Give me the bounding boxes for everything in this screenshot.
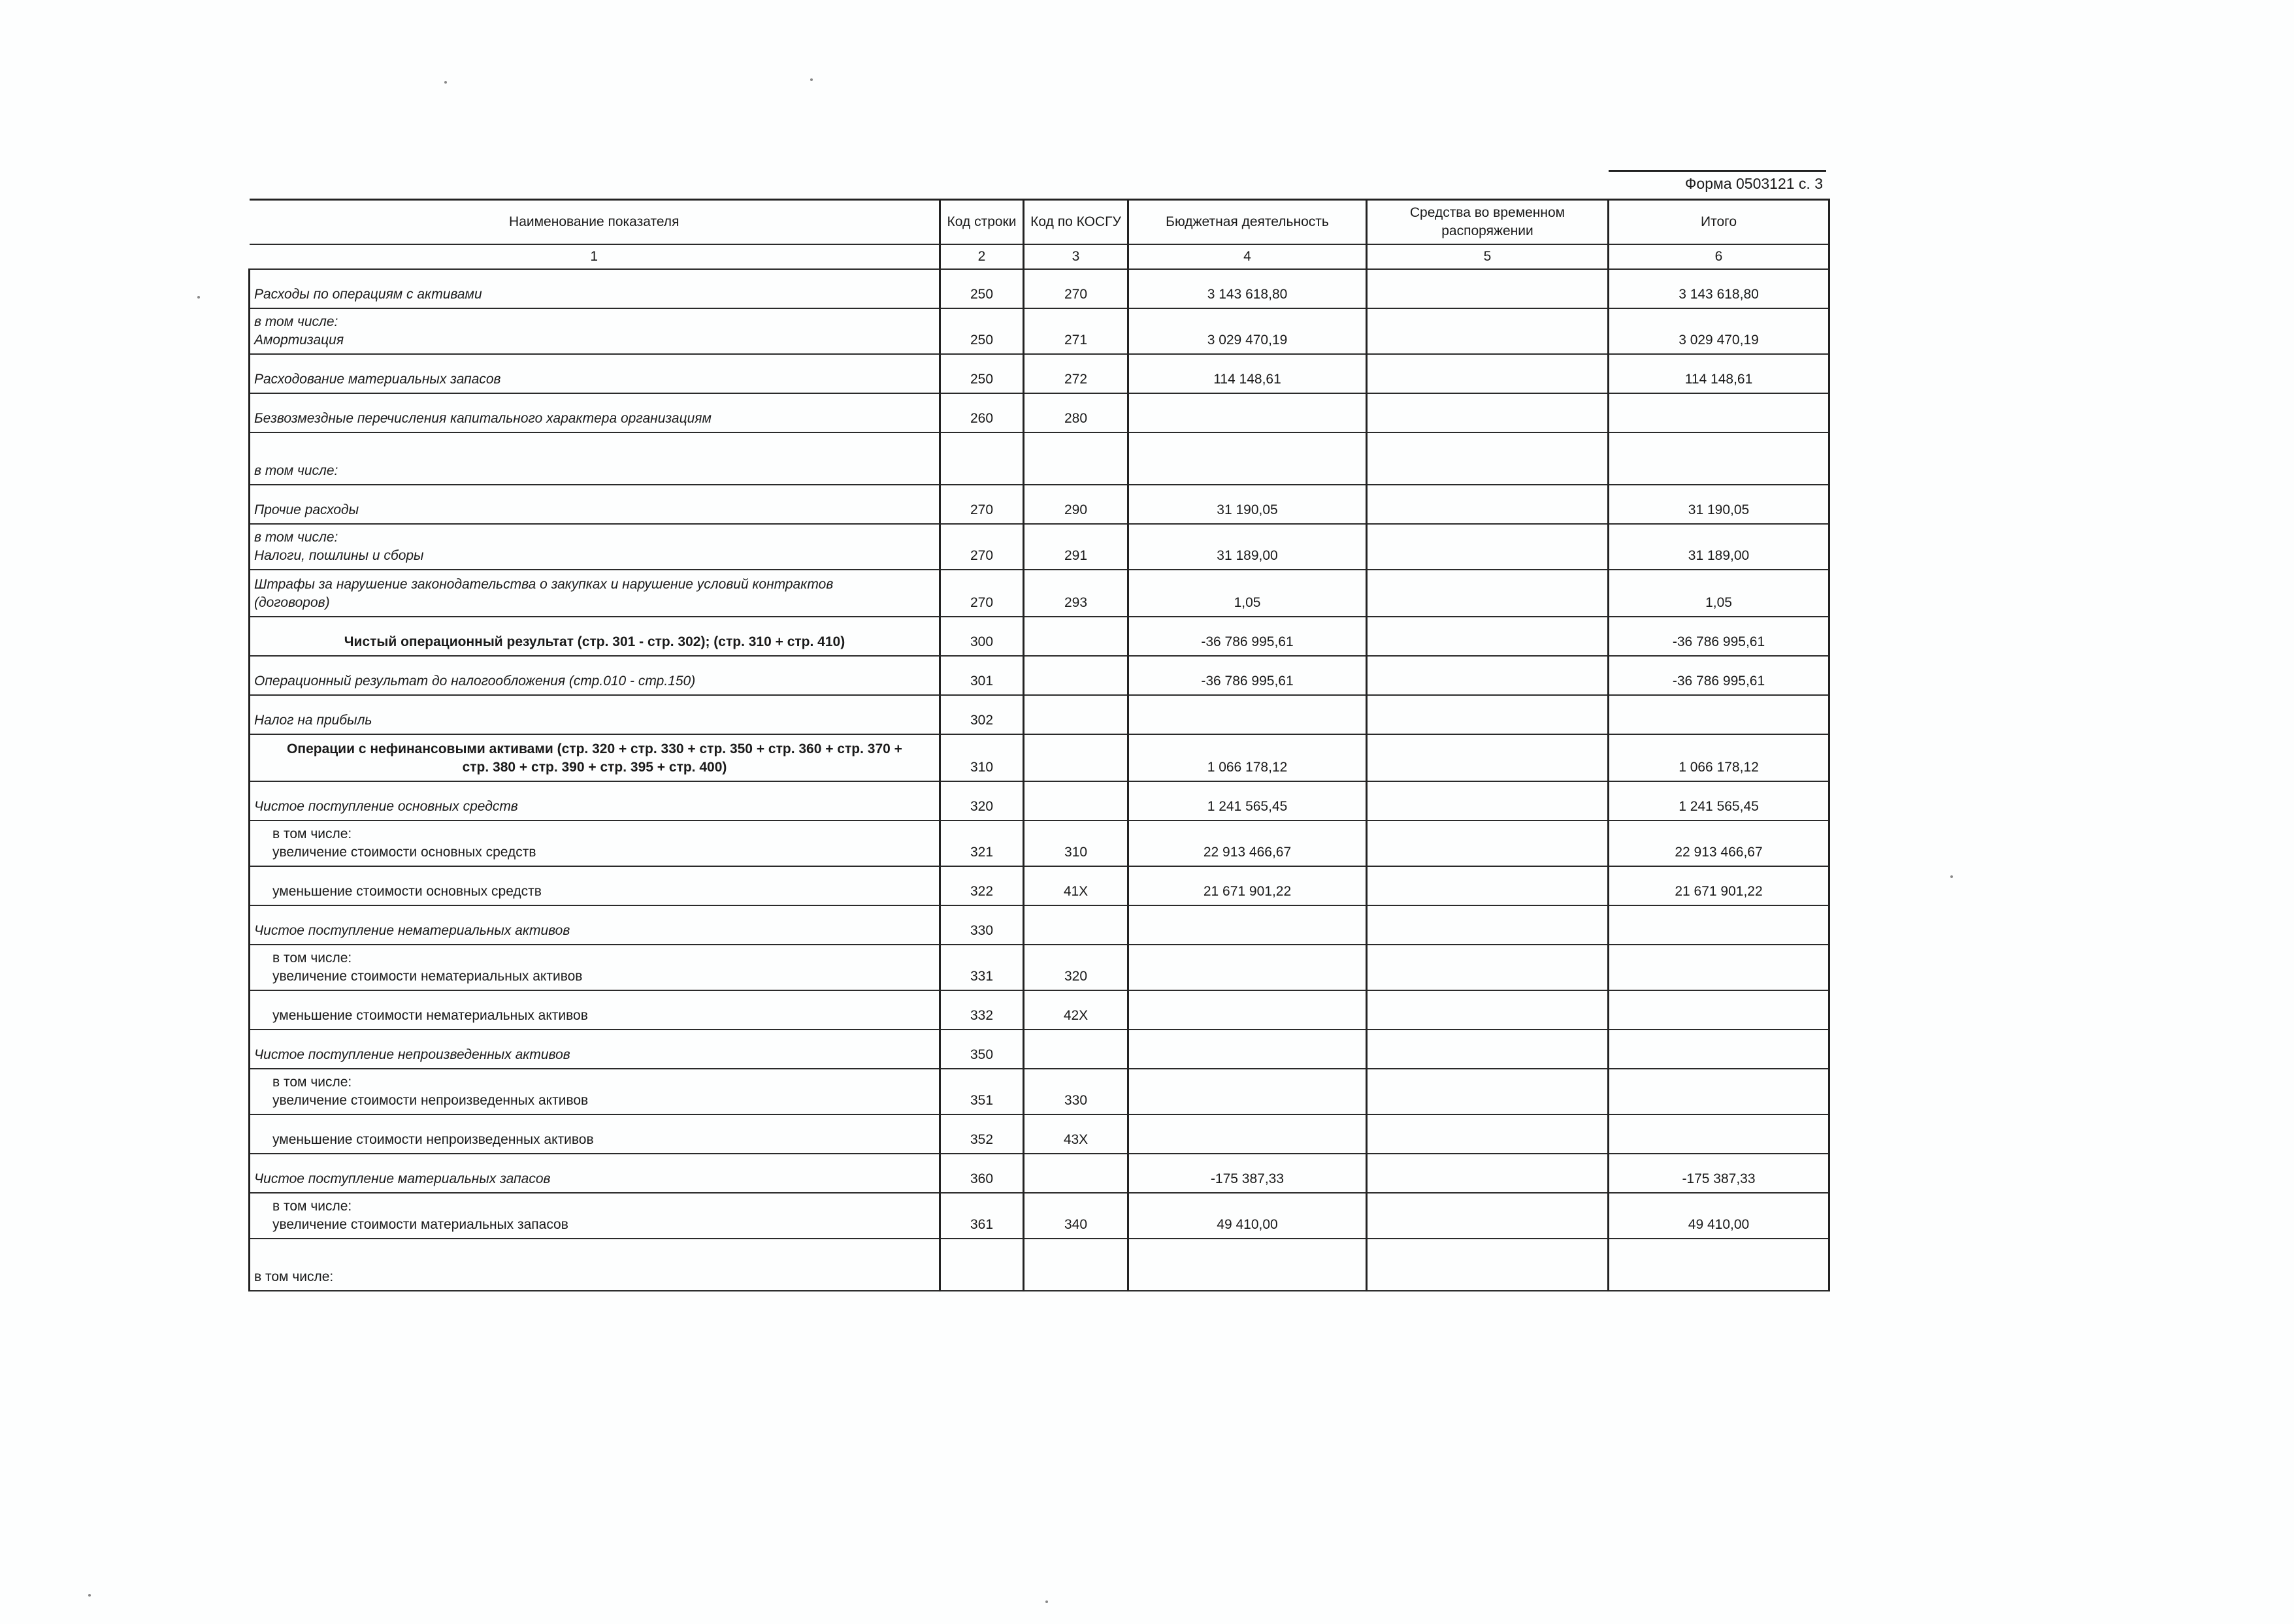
indicator-name: увеличение стоимости непроизведенных активов bbox=[272, 1093, 589, 1108]
kosgu-cell: 280 bbox=[1024, 393, 1128, 432]
indicator-cell bbox=[250, 1193, 940, 1239]
indicator-cell bbox=[250, 485, 940, 524]
line-code-cell: 270 bbox=[940, 570, 1024, 617]
total-amount-cell: 1 241 565,45 bbox=[1609, 781, 1829, 820]
header-indicator: Наименование показателя bbox=[250, 200, 940, 245]
table-row bbox=[250, 781, 1829, 820]
table-row bbox=[250, 269, 1829, 308]
indicator-name: Безвозмездные перечисления капитального характера организациям bbox=[254, 411, 712, 426]
indicator-prefix: в том числе: bbox=[254, 1269, 334, 1284]
temporary-funds-cell bbox=[1367, 570, 1609, 617]
temporary-funds-cell bbox=[1367, 432, 1609, 485]
kosgu-cell bbox=[1024, 781, 1128, 820]
header-temporary-funds: Средства во временном распоряжении bbox=[1367, 200, 1609, 245]
indicator-prefix: в том числе: bbox=[272, 950, 352, 966]
scan-speck bbox=[1950, 875, 1953, 878]
kosgu-cell: 293 bbox=[1024, 570, 1128, 617]
temporary-funds-cell bbox=[1367, 1114, 1609, 1154]
temporary-funds-cell bbox=[1367, 1239, 1609, 1291]
line-code-cell: 352 bbox=[940, 1114, 1024, 1154]
total-amount-cell: 1,05 bbox=[1609, 570, 1829, 617]
kosgu-cell: 270 bbox=[1024, 269, 1128, 308]
line-code-cell: 320 bbox=[940, 781, 1024, 820]
indicator-cell bbox=[250, 734, 940, 781]
budget-amount-cell bbox=[1128, 990, 1367, 1030]
temporary-funds-cell bbox=[1367, 656, 1609, 695]
column-number-row bbox=[250, 244, 1829, 269]
temporary-funds-cell bbox=[1367, 1193, 1609, 1239]
kosgu-cell: 320 bbox=[1024, 945, 1128, 990]
total-amount-cell bbox=[1609, 905, 1829, 945]
budget-amount-cell: 1 066 178,12 bbox=[1128, 734, 1367, 781]
line-code-cell: 331 bbox=[940, 945, 1024, 990]
kosgu-cell: 43Х bbox=[1024, 1114, 1128, 1154]
table-row bbox=[250, 617, 1829, 656]
kosgu-cell bbox=[1024, 1030, 1128, 1069]
table-row bbox=[250, 905, 1829, 945]
total-amount-cell: -36 786 995,61 bbox=[1609, 617, 1829, 656]
line-code-cell: 300 bbox=[940, 617, 1024, 656]
line-code-cell: 310 bbox=[940, 734, 1024, 781]
budget-amount-cell: 22 913 466,67 bbox=[1128, 820, 1367, 866]
budget-amount-cell: -175 387,33 bbox=[1128, 1154, 1367, 1193]
kosgu-cell bbox=[1024, 617, 1128, 656]
budget-amount-cell: 3 029 470,19 bbox=[1128, 308, 1367, 354]
line-code-cell bbox=[940, 1239, 1024, 1291]
budget-amount-cell: 31 189,00 bbox=[1128, 524, 1367, 570]
indicator-cell bbox=[250, 1239, 940, 1291]
column-number: 3 bbox=[1024, 244, 1128, 269]
total-amount-cell bbox=[1609, 1239, 1829, 1291]
scan-speck bbox=[197, 296, 200, 299]
indicator-prefix: в том числе: bbox=[272, 1075, 352, 1090]
table-row bbox=[250, 1154, 1829, 1193]
indicator-prefix: Операции с нефинансовыми активами (стр. 320 + стр. 330 + стр. 350 + стр. 360 + стр. 370 + bbox=[287, 741, 902, 756]
report-table-wrapper bbox=[248, 199, 1828, 1291]
indicator-name: Расходы по операциям с активами bbox=[254, 287, 482, 302]
indicator-prefix: в том числе: bbox=[254, 314, 338, 329]
indicator-cell bbox=[250, 1114, 940, 1154]
indicator-name: уменьшение стоимости основных средств bbox=[272, 884, 542, 899]
temporary-funds-cell bbox=[1367, 354, 1609, 393]
temporary-funds-cell bbox=[1367, 945, 1609, 990]
indicator-name: увеличение стоимости нематериальных активов bbox=[272, 969, 583, 984]
total-amount-cell: 31 189,00 bbox=[1609, 524, 1829, 570]
table-row bbox=[250, 570, 1829, 617]
temporary-funds-cell bbox=[1367, 269, 1609, 308]
temporary-funds-cell bbox=[1367, 866, 1609, 905]
total-amount-cell: 114 148,61 bbox=[1609, 354, 1829, 393]
total-amount-cell: 3 143 618,80 bbox=[1609, 269, 1829, 308]
header-budget: Бюджетная деятельность bbox=[1128, 200, 1367, 245]
temporary-funds-cell bbox=[1367, 990, 1609, 1030]
table-row bbox=[250, 734, 1829, 781]
budget-amount-cell bbox=[1128, 945, 1367, 990]
temporary-funds-cell bbox=[1367, 905, 1609, 945]
kosgu-cell bbox=[1024, 432, 1128, 485]
total-amount-cell bbox=[1609, 945, 1829, 990]
scan-speck bbox=[1045, 1600, 1048, 1603]
temporary-funds-cell bbox=[1367, 695, 1609, 734]
kosgu-cell bbox=[1024, 656, 1128, 695]
budget-amount-cell bbox=[1128, 393, 1367, 432]
line-code-cell: 361 bbox=[940, 1193, 1024, 1239]
form-label-rule bbox=[1609, 170, 1826, 172]
indicator-name: Расходование материальных запасов bbox=[254, 372, 501, 387]
table-row bbox=[250, 656, 1829, 695]
table-row bbox=[250, 820, 1829, 866]
line-code-cell: 322 bbox=[940, 866, 1024, 905]
report-table-body bbox=[250, 269, 1829, 1291]
indicator-name: Налоги, пошлины и сборы bbox=[254, 548, 424, 563]
indicator-name: Чистое поступление основных средств bbox=[254, 799, 518, 814]
total-amount-cell bbox=[1609, 432, 1829, 485]
budget-amount-cell: 49 410,00 bbox=[1128, 1193, 1367, 1239]
budget-amount-cell: 1,05 bbox=[1128, 570, 1367, 617]
table-row bbox=[250, 308, 1829, 354]
kosgu-cell bbox=[1024, 905, 1128, 945]
column-number: 4 bbox=[1128, 244, 1367, 269]
temporary-funds-cell bbox=[1367, 1154, 1609, 1193]
table-row bbox=[250, 1114, 1829, 1154]
indicator-prefix: Штрафы за нарушение законодательства о закупках и нарушение условий контрактов bbox=[254, 577, 834, 592]
budget-amount-cell: -36 786 995,61 bbox=[1128, 617, 1367, 656]
indicator-cell bbox=[250, 990, 940, 1030]
header-kosgu: Код по КОСГУ bbox=[1024, 200, 1128, 245]
indicator-name: уменьшение стоимости непроизведенных активов bbox=[272, 1132, 594, 1147]
total-amount-cell bbox=[1609, 393, 1829, 432]
budget-amount-cell bbox=[1128, 1030, 1367, 1069]
temporary-funds-cell bbox=[1367, 308, 1609, 354]
total-amount-cell: 49 410,00 bbox=[1609, 1193, 1829, 1239]
kosgu-cell: 330 bbox=[1024, 1069, 1128, 1114]
total-amount-cell bbox=[1609, 990, 1829, 1030]
temporary-funds-cell bbox=[1367, 485, 1609, 524]
column-number: 6 bbox=[1609, 244, 1829, 269]
line-code-cell: 250 bbox=[940, 308, 1024, 354]
table-row bbox=[250, 1030, 1829, 1069]
indicator-cell bbox=[250, 570, 940, 617]
indicator-name: (договоров) bbox=[254, 595, 330, 610]
table-row bbox=[250, 485, 1829, 524]
indicator-name: стр. 380 + стр. 390 + стр. 395 + стр. 400) bbox=[462, 760, 727, 775]
indicator-cell bbox=[250, 617, 940, 656]
temporary-funds-cell bbox=[1367, 781, 1609, 820]
kosgu-cell: 340 bbox=[1024, 1193, 1128, 1239]
indicator-prefix: в том числе: bbox=[272, 826, 352, 841]
indicator-name: увеличение стоимости материальных запасов bbox=[272, 1217, 568, 1232]
total-amount-cell: -36 786 995,61 bbox=[1609, 656, 1829, 695]
header-row bbox=[250, 200, 1829, 245]
table-row bbox=[250, 866, 1829, 905]
header-line-code: Код строки bbox=[940, 200, 1024, 245]
budget-amount-cell: -36 786 995,61 bbox=[1128, 656, 1367, 695]
table-row bbox=[250, 945, 1829, 990]
table-row bbox=[250, 1193, 1829, 1239]
temporary-funds-cell bbox=[1367, 617, 1609, 656]
indicator-cell bbox=[250, 269, 940, 308]
table-row bbox=[250, 432, 1829, 485]
indicator-cell bbox=[250, 695, 940, 734]
indicator-cell bbox=[250, 354, 940, 393]
budget-amount-cell: 21 671 901,22 bbox=[1128, 866, 1367, 905]
budget-amount-cell bbox=[1128, 1069, 1367, 1114]
total-amount-cell: 31 190,05 bbox=[1609, 485, 1829, 524]
indicator-name: Чистый операционный результат (стр. 301 - стр. 302); (стр. 310 + стр. 410) bbox=[344, 634, 845, 649]
budget-amount-cell bbox=[1128, 1114, 1367, 1154]
header-total: Итого bbox=[1609, 200, 1829, 245]
kosgu-cell: 271 bbox=[1024, 308, 1128, 354]
line-code-cell: 351 bbox=[940, 1069, 1024, 1114]
line-code-cell: 332 bbox=[940, 990, 1024, 1030]
line-code-cell: 302 bbox=[940, 695, 1024, 734]
temporary-funds-cell bbox=[1367, 524, 1609, 570]
indicator-name: Операционный результат до налогообложения (стр.010 - стр.150) bbox=[254, 674, 696, 689]
scan-speck bbox=[88, 1594, 91, 1597]
budget-amount-cell bbox=[1128, 695, 1367, 734]
table-row bbox=[250, 1069, 1829, 1114]
kosgu-cell bbox=[1024, 734, 1128, 781]
indicator-cell bbox=[250, 1069, 940, 1114]
table-row bbox=[250, 524, 1829, 570]
total-amount-cell: 1 066 178,12 bbox=[1609, 734, 1829, 781]
total-amount-cell: 3 029 470,19 bbox=[1609, 308, 1829, 354]
indicator-cell bbox=[250, 820, 940, 866]
budget-amount-cell: 3 143 618,80 bbox=[1128, 269, 1367, 308]
line-code-cell: 330 bbox=[940, 905, 1024, 945]
indicator-prefix: в том числе: bbox=[254, 463, 338, 478]
indicator-name: Прочие расходы bbox=[254, 502, 359, 517]
line-code-cell bbox=[940, 432, 1024, 485]
total-amount-cell bbox=[1609, 1114, 1829, 1154]
column-number: 2 bbox=[940, 244, 1024, 269]
kosgu-cell bbox=[1024, 1239, 1128, 1291]
line-code-cell: 360 bbox=[940, 1154, 1024, 1193]
table-row bbox=[250, 695, 1829, 734]
form-label: Форма 0503121 с. 3 bbox=[1684, 175, 1823, 192]
indicator-cell bbox=[250, 781, 940, 820]
kosgu-cell bbox=[1024, 695, 1128, 734]
budget-amount-cell bbox=[1128, 432, 1367, 485]
indicator-cell bbox=[250, 432, 940, 485]
table-row bbox=[250, 354, 1829, 393]
budget-amount-cell: 114 148,61 bbox=[1128, 354, 1367, 393]
temporary-funds-cell bbox=[1367, 820, 1609, 866]
column-number: 1 bbox=[250, 244, 940, 269]
budget-amount-cell bbox=[1128, 905, 1367, 945]
indicator-prefix: в том числе: bbox=[254, 530, 338, 545]
report-table bbox=[248, 199, 1830, 1291]
kosgu-cell: 290 bbox=[1024, 485, 1128, 524]
scan-speck bbox=[810, 78, 813, 81]
line-code-cell: 260 bbox=[940, 393, 1024, 432]
temporary-funds-cell bbox=[1367, 393, 1609, 432]
line-code-cell: 321 bbox=[940, 820, 1024, 866]
column-number: 5 bbox=[1367, 244, 1609, 269]
line-code-cell: 250 bbox=[940, 269, 1024, 308]
kosgu-cell: 310 bbox=[1024, 820, 1128, 866]
indicator-cell bbox=[250, 945, 940, 990]
temporary-funds-cell bbox=[1367, 734, 1609, 781]
kosgu-cell bbox=[1024, 1154, 1128, 1193]
indicator-name: Амортизация bbox=[254, 333, 344, 348]
total-amount-cell bbox=[1609, 1069, 1829, 1114]
kosgu-cell: 41Х bbox=[1024, 866, 1128, 905]
total-amount-cell bbox=[1609, 695, 1829, 734]
indicator-cell bbox=[250, 308, 940, 354]
total-amount-cell bbox=[1609, 1030, 1829, 1069]
kosgu-cell: 42Х bbox=[1024, 990, 1128, 1030]
table-row bbox=[250, 393, 1829, 432]
indicator-name: увеличение стоимости основных средств bbox=[272, 845, 536, 860]
indicator-name: Чистое поступление нематериальных активов bbox=[254, 923, 570, 938]
kosgu-cell: 272 bbox=[1024, 354, 1128, 393]
budget-amount-cell: 31 190,05 bbox=[1128, 485, 1367, 524]
total-amount-cell: 22 913 466,67 bbox=[1609, 820, 1829, 866]
indicator-prefix: в том числе: bbox=[272, 1199, 352, 1214]
temporary-funds-cell bbox=[1367, 1069, 1609, 1114]
table-row bbox=[250, 990, 1829, 1030]
indicator-cell bbox=[250, 393, 940, 432]
indicator-cell bbox=[250, 656, 940, 695]
scan-speck bbox=[444, 81, 447, 84]
line-code-cell: 350 bbox=[940, 1030, 1024, 1069]
line-code-cell: 270 bbox=[940, 524, 1024, 570]
indicator-cell bbox=[250, 905, 940, 945]
temporary-funds-cell bbox=[1367, 1030, 1609, 1069]
total-amount-cell: -175 387,33 bbox=[1609, 1154, 1829, 1193]
budget-amount-cell: 1 241 565,45 bbox=[1128, 781, 1367, 820]
indicator-name: уменьшение стоимости нематериальных активов bbox=[272, 1008, 588, 1023]
total-amount-cell: 21 671 901,22 bbox=[1609, 866, 1829, 905]
indicator-cell bbox=[250, 866, 940, 905]
line-code-cell: 270 bbox=[940, 485, 1024, 524]
indicator-name: Чистое поступление материальных запасов bbox=[254, 1171, 551, 1186]
indicator-cell bbox=[250, 1154, 940, 1193]
indicator-cell bbox=[250, 1030, 940, 1069]
indicator-name: Чистое поступление непроизведенных активов bbox=[254, 1047, 570, 1062]
line-code-cell: 250 bbox=[940, 354, 1024, 393]
indicator-name: Налог на прибыль bbox=[254, 713, 372, 728]
table-row bbox=[250, 1239, 1829, 1291]
budget-amount-cell bbox=[1128, 1239, 1367, 1291]
indicator-cell bbox=[250, 524, 940, 570]
kosgu-cell: 291 bbox=[1024, 524, 1128, 570]
line-code-cell: 301 bbox=[940, 656, 1024, 695]
